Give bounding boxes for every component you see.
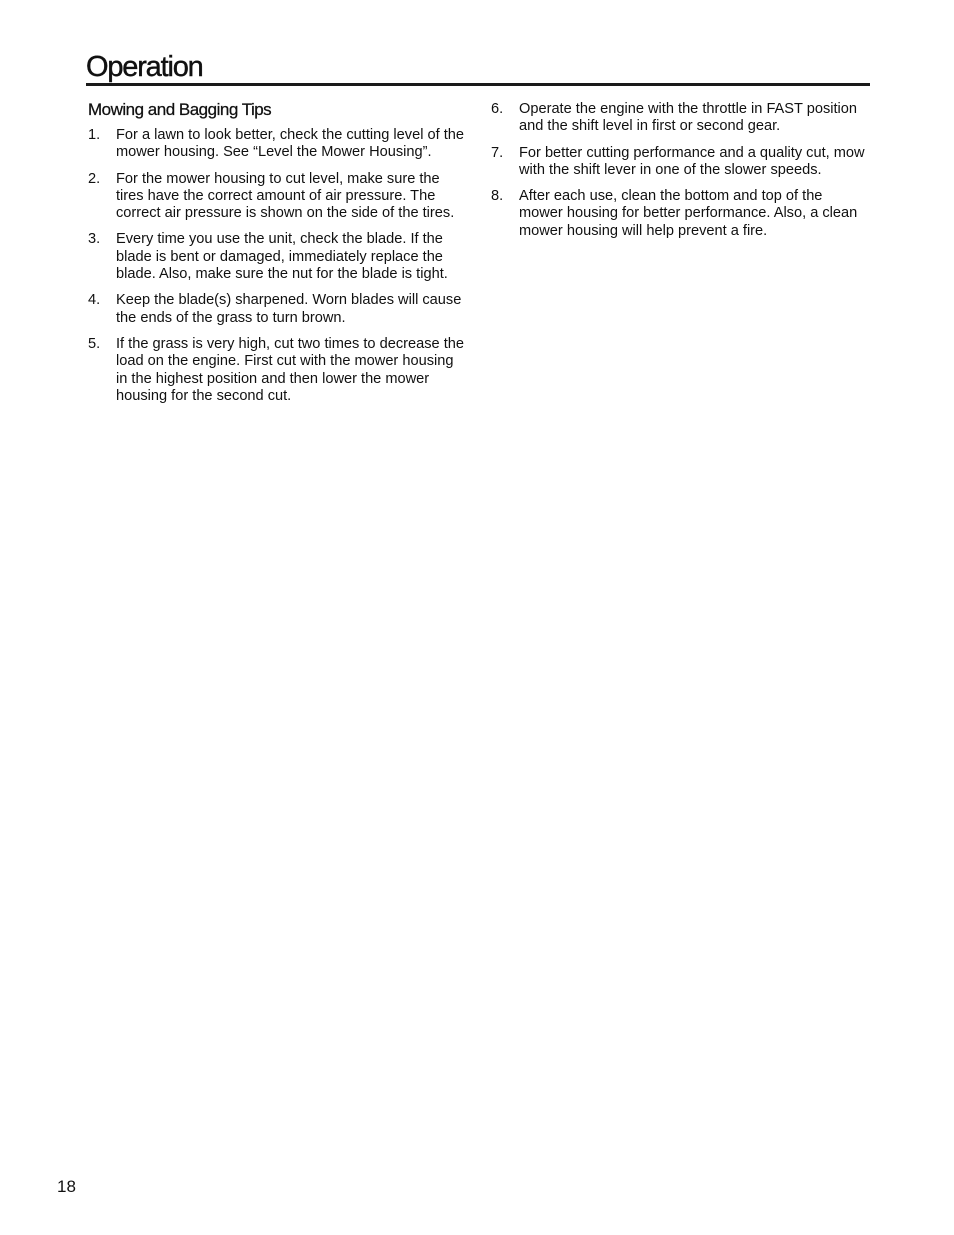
item-text: For better cutting performance and a quality cut, mow with the shift lever in one of the slower speeds. — [519, 144, 865, 178]
item-number: 3. — [88, 231, 101, 248]
item-number: 2. — [88, 170, 101, 187]
item-number: 1. — [88, 127, 101, 143]
list-item — [88, 231, 466, 283]
item-number: 7. — [491, 144, 504, 161]
list-item — [491, 145, 866, 180]
tips-list-left — [88, 127, 466, 405]
title-divider — [86, 83, 870, 86]
left-column — [88, 100, 466, 414]
page-title: Operation — [86, 51, 203, 83]
section-heading: Mowing and Bagging Tips — [88, 100, 272, 119]
item-number: 8. — [491, 188, 504, 205]
list-item — [88, 127, 466, 162]
list-item — [88, 292, 466, 327]
item-text: For the mower housing to cut level, make sure the tires have the correct amount of air pressure. The correct air pressure is shown on the side of the tires. — [116, 170, 455, 222]
item-text: After each use, clean the bottom and top of the mower housing for better performance. Also, a clean mower housing will help prevent a fire. — [519, 188, 858, 239]
item-text: Keep the blade(s) sharpened. Worn blades will cause the ends of the grass to turn brown. — [116, 292, 462, 326]
list-item — [491, 188, 866, 240]
list-item — [491, 101, 866, 136]
item-text: Every time you use the unit, check the blade. If the blade is bent or damaged, immediately replace the blade. Also, make sure the nut for the blade is tight. — [116, 231, 448, 283]
list-item — [88, 171, 466, 223]
item-text: For a lawn to look better, check the cutting level of the mower housing. See “Level the Mower Housing”. — [116, 127, 465, 161]
tips-list-right — [491, 101, 866, 240]
item-number: 6. — [491, 101, 504, 117]
item-number: 4. — [88, 292, 101, 309]
item-number: 5. — [88, 335, 101, 352]
page-number: 18 — [57, 1177, 76, 1196]
right-column — [491, 101, 866, 249]
list-item — [88, 336, 466, 405]
item-text: If the grass is very high, cut two times to decrease the load on the engine. First cut with the mower housing in the highest position and then lower the mower housing for the second cut. — [116, 335, 464, 404]
item-text: Operate the engine with the throttle in FAST position and the shift level in first or second gear. — [519, 101, 858, 135]
